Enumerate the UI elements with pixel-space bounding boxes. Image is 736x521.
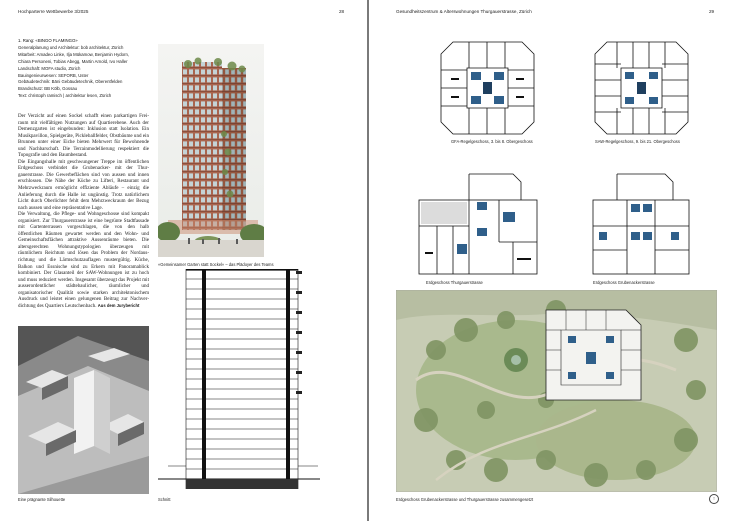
credit-line: Gebäudetechnik: Bäni Gebäudetechnik, Oberentfelden — [18, 79, 123, 85]
credit-line: Text: christoph ramisch | architektur lesen, Zürich — [18, 93, 112, 99]
left-page — [0, 0, 367, 521]
section-drawing — [158, 269, 320, 493]
caption-model: Eine prägnante Silhouette — [18, 497, 66, 502]
running-header-right: Gesundheitszentrum & Alterswohnungen Thurgauerstrasse, Zürich — [396, 9, 532, 14]
jury-tag: Aus dem Jurybericht — [97, 302, 140, 308]
credit-line: Landschaft: MOFA studio, Zürich — [18, 65, 81, 71]
project-credits — [18, 38, 158, 100]
caption-plan-gfa: GFA-Regelgeschoss, 3. bis 8. Obergeschoss — [451, 139, 533, 144]
model-photo — [18, 326, 149, 494]
site-plan — [396, 290, 717, 492]
credit-line: Generalplanung und Architektur: bob architektur, Zürich — [18, 44, 124, 50]
body-paragraph: Die Eingangshalle mit geschwungener Treppe im öffentlichen Erdgeschoss verbindet die Grubenacker- mit der Thurgauerstrasse. Die Gewerbeflächen sind von aussen und innen erschlossen. Die Nähe der Küche zu Lifteri, Restaurant und Mehrzweckraum ermöglicht effiziente Abläufe – einzig die Anlieferung durch die Halle ist ungünstig. Trotz natürlichem Licht durch Oberlichter fehlt dem Mehrzweckraum der Bezug nach aussen und eine repräsentative Lage. — [18, 158, 149, 211]
credit-line: Bauingenieurwesen: SEFORB, Uster — [18, 72, 89, 78]
caption-site-plan: Erdgeschoss Grubenackerstrasse und Thurgauerstrasse zusammengesetzt — [396, 497, 534, 502]
credit-line: Chiara Personeni, Tobias Abegg, Martin Arnold, Ivo Haller — [18, 58, 128, 64]
floor-plan-gfa — [439, 40, 536, 136]
caption-plan-saw: SAW-Regelgeschoss, 9. bis 21. Obergeschoss — [595, 139, 680, 144]
article-body — [18, 113, 149, 309]
page-number-left: 28 — [339, 9, 345, 14]
page-number-right: 29 — [709, 9, 715, 14]
running-header-left: Hochparterre Wettbewerbe 3/2025 — [18, 9, 89, 14]
credit-line: Brandschutz: BB Kölb, Gossau — [18, 86, 77, 92]
credit-line: 1. Rang: «BINGO FLAMINGO» — [18, 38, 78, 43]
north-arrow-icon: ↑ — [709, 494, 719, 504]
caption-render: «Gemeinsamer Garten statt Sockel» – das Plädoyer des Teams — [158, 262, 274, 267]
body-paragraph: Die Verwaltung, die Pflege- und Wohngeschosse sind kompakt organisiert. Zur Thurgauerstrasse ist eine begrünte Stadtfassade mit Gartenterrassen vorgeschlagen, die von den halb öffentlichen Räumen gewartet werden und den Wohn- und Gemeinschaftsflächen attraktive Aussenräume bieten. Die altersgerechten Wohnungstypologien überzeugen mit räumlichem Reichtum und lösen das Problem der Nordausrichtung und die Lärmschutzauflagen mustergültig. Küche, Balkon und Essnische sind zu Erkern mit Panoramablick kombiniert. Der Glasanteil der SAW-Wohnungen ist zu hoch und muss reduziert werden. Insgesamt überzeugt das Projekt mit ausserordentlicher städtebaulicher, räumlicher und organisatorischer Qualität sowie starken architektonischem Ausdruck und leistet einen gelungenen Beitrag zur Nachverdichtung des Quartiers Leutschenbach. Aus dem Jurybericht — [18, 211, 149, 309]
caption-section: Schnitt — [158, 497, 171, 502]
caption-plan-thurgauerstrasse: Erdgeschoss Thurgauerstrasse — [426, 280, 483, 285]
body-paragraph: Der Verzicht auf einen Sockel schafft einen parkartigen Freiraum mit vielfältigen Nutzungen auf Quartierebene. Auch der Demenzgarten ist eingebunden: Inklusion statt Isolation. Ein Musikpavillon, Spielgeräte, Pickleballfelder, Obstbäume und ein Brunnen unter einer Eiche bieten Mehrwert für Bewohnende und Nachbarschaft. Die Terrainmodellierung respektiert die Topografie und den Baumbestand. — [18, 113, 149, 159]
credit-line: Mitarbeit: Amadeo Linke, Ilja Mükamow, Benjamin Hydorn, — [18, 51, 130, 57]
right-page — [369, 0, 736, 521]
ground-floor-plan-grubenackerstrasse — [591, 172, 691, 276]
floor-plan-saw — [593, 40, 690, 136]
caption-plan-grubenackerstrasse: Erdgeschoss Grubenackerstrasse — [593, 280, 655, 285]
tower-rendering — [158, 44, 264, 257]
ground-floor-plan-thurgauerstrasse — [417, 172, 539, 276]
